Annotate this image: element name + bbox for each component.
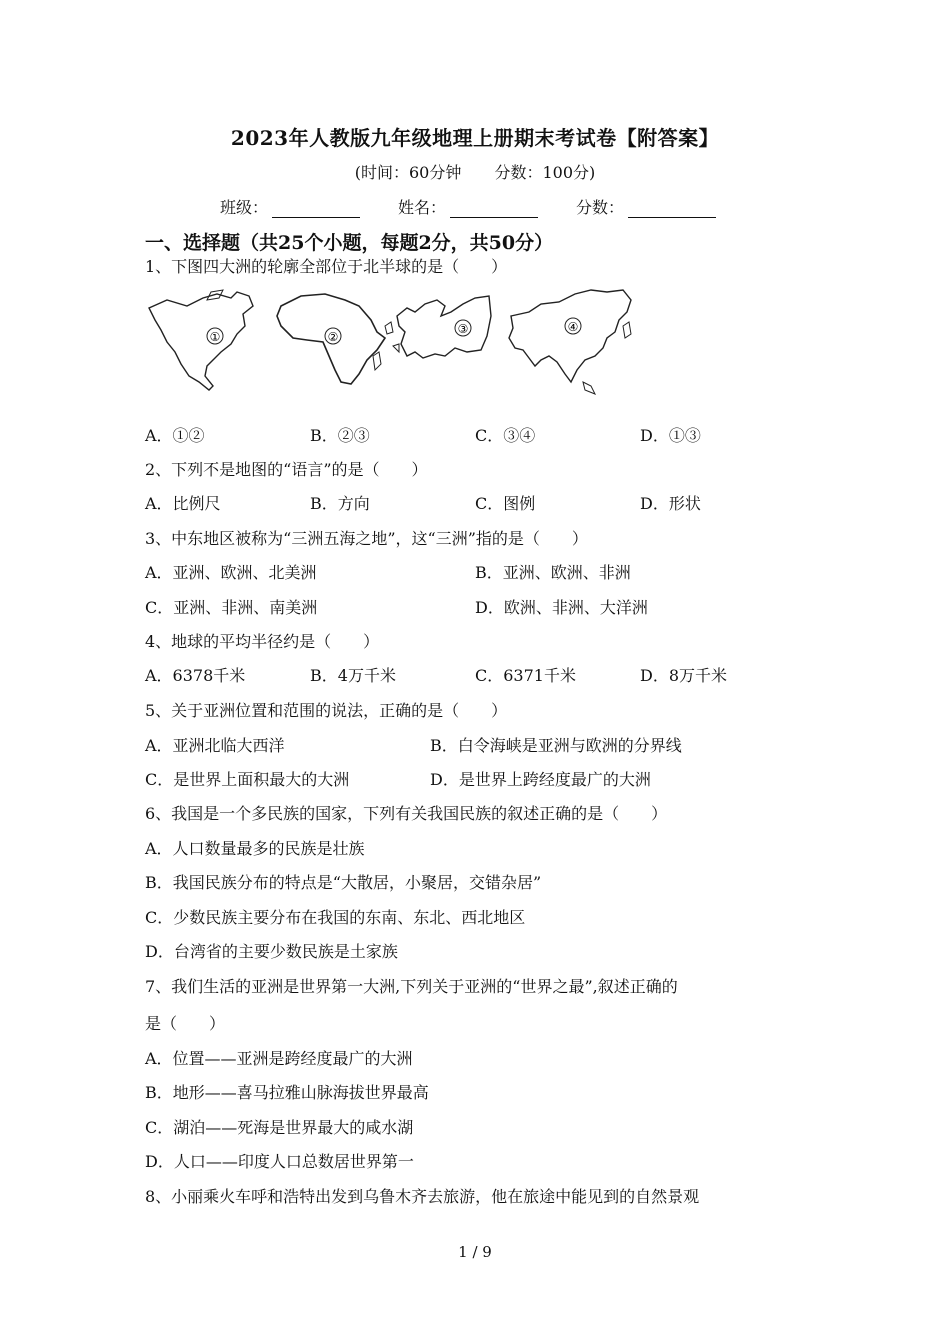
map-asia	[509, 290, 631, 394]
continent-outline-maps	[145, 286, 635, 398]
page-number: 1 / 9	[458, 1243, 492, 1261]
question-7: 7、我们生活的亚洲是世界第一大洲,下列关于亚洲的“世界之最”,叙述正确的	[145, 977, 678, 996]
class-field[interactable]: 班级：	[220, 195, 360, 218]
map-north-america	[149, 290, 253, 390]
q6-option-c[interactable]: C．少数民族主要分布在我国的东南、东北、西北地区	[145, 908, 526, 927]
page-title: 2023年人教版九年级地理上册期末考试卷【附答案】	[230, 126, 720, 150]
q5-option-a[interactable]: A．亚洲北临大西洋	[145, 736, 285, 755]
map-africa	[277, 294, 385, 384]
q5-option-d[interactable]: D．是世界上跨经度最广的大洲	[430, 770, 651, 789]
map-label-4: ④	[567, 320, 579, 334]
question-8: 8、小丽乘火车呼和浩特出发到乌鲁木齐去旅游，他在旅途中能见到的自然景观	[145, 1187, 700, 1206]
q4-option-d[interactable]: D．8万千米	[640, 666, 728, 685]
q4-option-c[interactable]: C．6371千米	[475, 666, 576, 685]
question-6: 6、我国是一个多民族的国家，下列有关我国民族的叙述正确的是（ ）	[145, 804, 668, 823]
name-field[interactable]: 姓名：	[398, 195, 538, 218]
q7-option-b[interactable]: B．地形——喜马拉雅山脉海拔世界最高	[145, 1083, 429, 1102]
student-info	[220, 195, 716, 218]
q4-option-a[interactable]: A．6378千米	[145, 666, 246, 685]
q2-option-c[interactable]: C．图例	[475, 494, 536, 513]
question-7-cont: 是（ ）	[145, 1014, 226, 1033]
q3-option-a[interactable]: A．亚洲、欧洲、北美洲	[145, 563, 317, 582]
question-2: 2、下列不是地图的“语言”的是（ ）	[145, 460, 428, 479]
q6-option-d[interactable]: D．台湾省的主要少数民族是土家族	[145, 942, 398, 961]
q3-option-b[interactable]: B．亚洲、欧洲、非洲	[475, 563, 631, 582]
q5-option-c[interactable]: C．是世界上面积最大的大洲	[145, 770, 350, 789]
map-label-1: ①	[209, 330, 221, 344]
score-field[interactable]: 分数：	[576, 195, 716, 218]
q4-option-b[interactable]: B．4万千米	[310, 666, 396, 685]
q2-option-b[interactable]: B．方向	[310, 494, 370, 513]
q1-option-b[interactable]: B．②③	[310, 426, 370, 445]
exam-meta	[0, 160, 950, 183]
q2-option-a[interactable]: A．比例尺	[145, 494, 221, 513]
q1-option-a[interactable]: A．①②	[145, 426, 205, 445]
section-title: 一、选择题（共25个小题，每题2分，共50分）	[145, 232, 554, 254]
time-limit: (时间：60分钟	[354, 163, 462, 182]
q1-option-c[interactable]: C．③④	[475, 426, 536, 445]
q5-option-b[interactable]: B．白令海峡是亚洲与欧洲的分界线	[430, 736, 682, 755]
q7-option-c[interactable]: C．湖泊——死海是世界最大的咸水湖	[145, 1118, 414, 1137]
question-1: 1、下图四大洲的轮廓全部位于北半球的是（ ）	[145, 257, 508, 276]
q6-option-a[interactable]: A．人口数量最多的民族是壮族	[145, 839, 365, 858]
map-label-3: ③	[457, 322, 469, 336]
q7-option-d[interactable]: D．人口——印度人口总数居世界第一	[145, 1152, 414, 1171]
map-label-2: ②	[327, 330, 339, 344]
q3-option-c[interactable]: C．亚洲、非洲、南美洲	[145, 598, 318, 617]
question-4: 4、地球的平均半径约是（ ）	[145, 632, 380, 651]
q7-option-a[interactable]: A．位置——亚洲是跨经度最广的大洲	[145, 1049, 413, 1068]
q1-option-d[interactable]: D．①③	[640, 426, 701, 445]
q3-option-d[interactable]: D．欧洲、非洲、大洋洲	[475, 598, 648, 617]
question-3: 3、中东地区被称为“三洲五海之地”，这“三洲”指的是（ ）	[145, 529, 588, 548]
total-score: 分数：100分)	[494, 163, 596, 182]
q6-option-b[interactable]: B．我国民族分布的特点是“大散居，小聚居，交错杂居”	[145, 873, 542, 892]
q2-option-d[interactable]: D．形状	[640, 494, 701, 513]
map-europe	[385, 296, 491, 358]
question-5: 5、关于亚洲位置和范围的说法，正确的是（ ）	[145, 701, 508, 720]
